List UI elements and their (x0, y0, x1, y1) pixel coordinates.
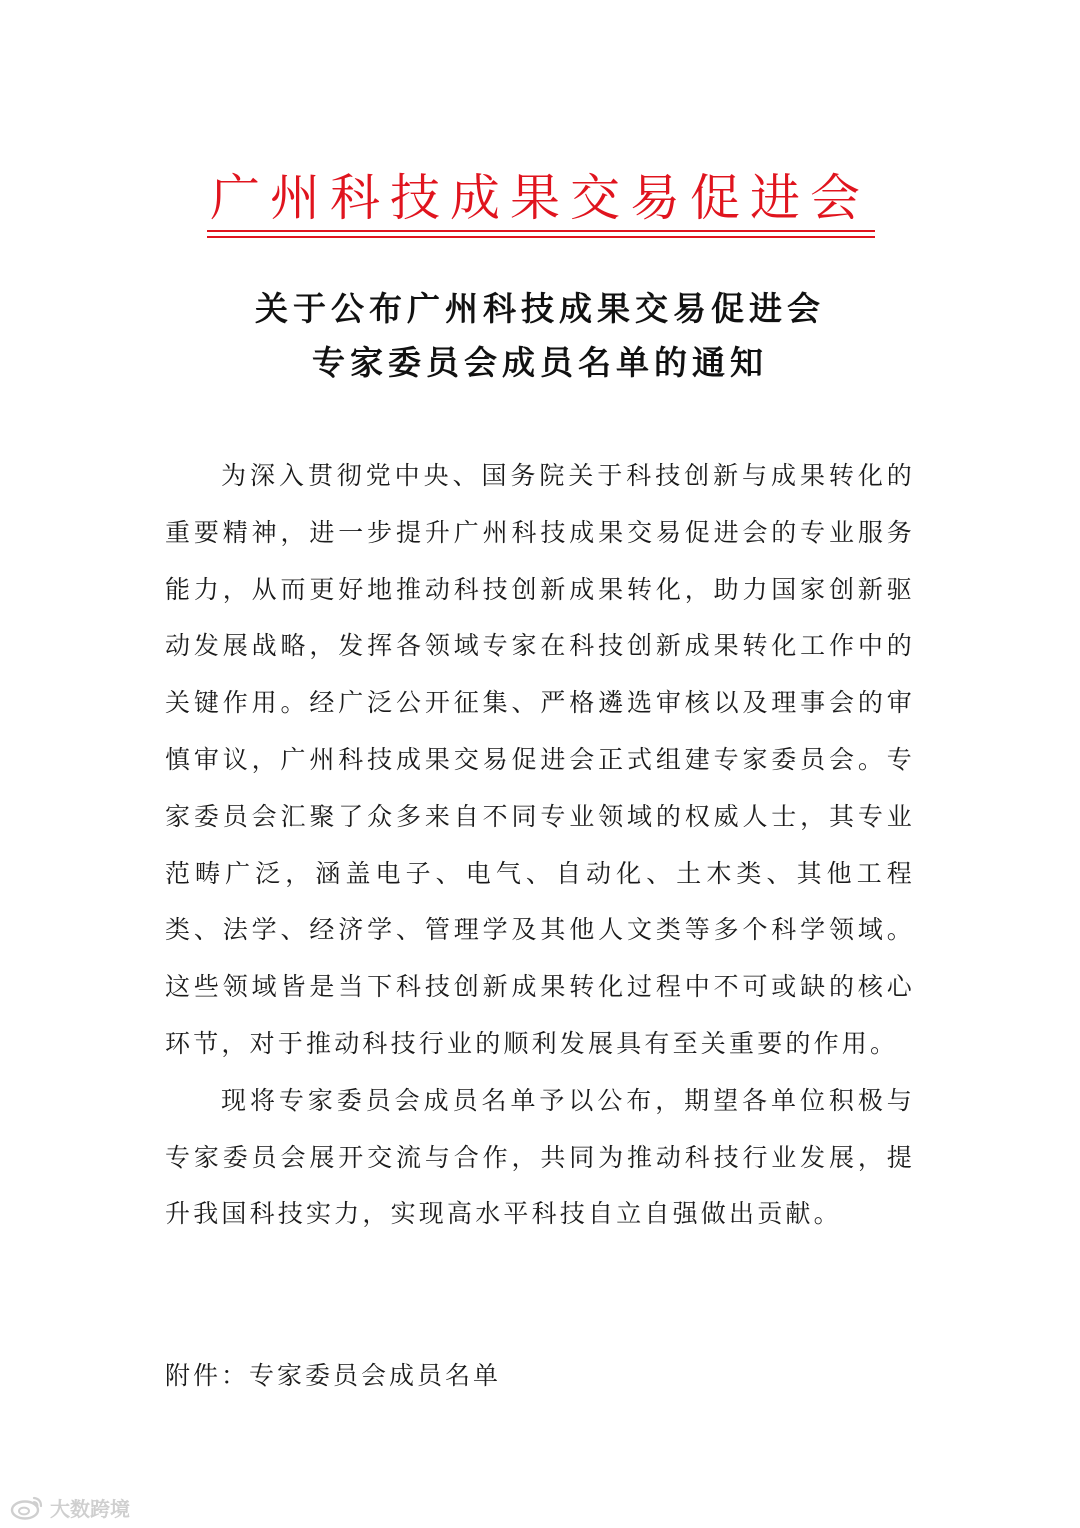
organization-name: 广州科技成果交易促进会 (210, 169, 870, 227)
notice-body (165, 448, 915, 1243)
watermark-text: 大数跨境 (50, 1496, 130, 1521)
letterhead-rule-top (207, 230, 875, 232)
notice-title (0, 282, 1080, 390)
body-paragraph-2: 现将专家委员会成员名单予以公布，期望各单位积极与专家委员会展开交流与合作，共同为推动科技行业发展，提升我国科技实力，实现高水平科技自立自强做出贡献。 (165, 1085, 915, 1229)
notice-title-line-1: 关于公布广州科技成果交易促进会 (255, 289, 825, 328)
letterhead-rule-bottom (207, 236, 875, 238)
attachment-note: 附件：专家委员会成员名单 (165, 1361, 502, 1390)
letterhead (0, 168, 1080, 228)
watermark (10, 1492, 130, 1522)
weibo-logo-icon (10, 1494, 44, 1520)
body-paragraph-1: 为深入贯彻党中央、国务院关于科技创新与成果转化的重要精神，进一步提升广州科技成果交易促进会的专业服务能力，从而更好地推动科技创新成果转化，助力国家创新驱动发展战略，发挥各领域专家在科技创新成果转化工作中的关键作用。经广泛公开征集、严格遴选审核以及理事会的审慎审议，广州科技成果交易促进会正式组建专家委员会。专家委员会汇聚了众多来自不同专业领域的权威人士，其专业范畴广泛，涵盖电子、电气、自动化、土木类、其他工程类、法学、经济学、管理学及其他人文类等多个科学领域。这些领域皆是当下科技创新成果转化过程中不可或缺的核心环节，对于推动科技行业的顺利发展具有至关重要的作用。 (165, 461, 915, 1058)
notice-title-line-2: 专家委员会成员名单的通知 (312, 343, 768, 382)
